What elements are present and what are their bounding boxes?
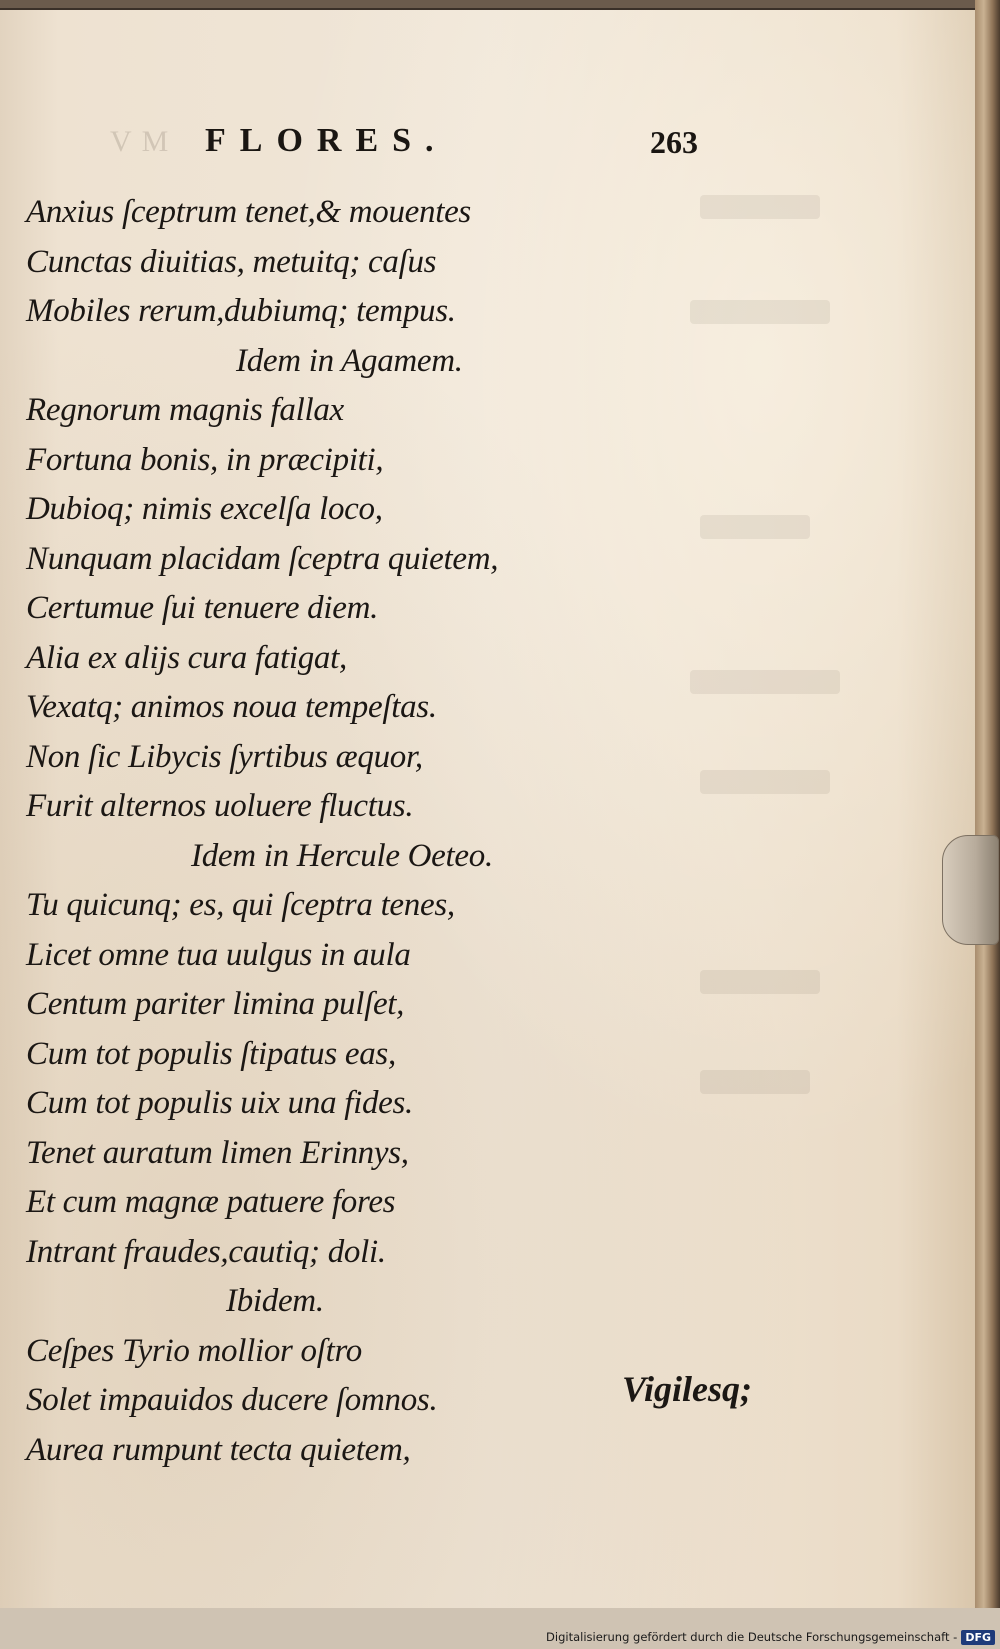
verse-line: Mobiles rerum,dubiumq; tempus. — [26, 293, 456, 329]
verse-line: Licet omne tua uulgus in aula — [26, 936, 411, 973]
verse-line: Tu quicunq; es, qui ſceptra tenes, — [26, 887, 455, 923]
page-clasp — [942, 835, 999, 945]
verse-line: Nunquam placidam ſceptra quietem, — [26, 540, 499, 577]
verse-line: Ceſpes Tyrio mollior oſtro — [26, 1332, 362, 1369]
section-heading: Ibidem. — [226, 1283, 324, 1319]
running-head: FLORES. — [205, 122, 448, 159]
verse-line: Regnorum magnis fallax — [26, 392, 344, 428]
show-through-heading: VM — [110, 125, 179, 158]
verse-text — [26, 188, 926, 1475]
credit-text: Digitalisierung gefördert durch die Deutsche Forschungsgemeinschaft - — [546, 1630, 958, 1644]
verse-line: Cum tot populis uix una fides. — [26, 1085, 414, 1121]
catchword: Vigilesq; — [622, 1369, 753, 1409]
verse-line: Dubioq; nimis excelſa loco, — [26, 491, 383, 527]
verse-line: Anxius ſceptrum tenet,& mouentes — [26, 194, 471, 230]
page-number: 263 — [650, 124, 698, 160]
book-page — [0, 8, 975, 1610]
verse-line: Certumue ſui tenuere diem. — [26, 590, 379, 626]
verse-line: Vexatq; animos noua tempeſtas. — [26, 689, 437, 725]
verse-line: Tenet auratum limen Erinnys, — [26, 1134, 409, 1171]
section-heading: Idem in Agamem. — [236, 342, 463, 379]
verse-line: Solet impauidos ducere ſomnos. — [26, 1382, 438, 1418]
verse-line: Intrant fraudes,cautiq; doli. — [26, 1233, 386, 1270]
page-header — [0, 122, 975, 172]
verse-line: Furit alternos uoluere fluctus. — [26, 788, 414, 824]
verse-line: Alia ex alijs cura fatigat, — [26, 639, 347, 676]
dfg-logo: DFG — [961, 1630, 995, 1645]
verse-line: Cunctas diuitias, metuitq; caſus — [26, 243, 437, 280]
verse-line: Centum pariter limina pulſet, — [26, 986, 405, 1022]
verse-line: Non ſic Libycis ſyrtibus æquor, — [26, 738, 423, 775]
verse-line: Fortuna bonis, in præcipiti, — [26, 441, 384, 478]
section-heading: Idem in Hercule Oeteo. — [191, 837, 493, 874]
book-fore-edge — [975, 0, 1000, 1649]
verse-line: Et cum magnæ patuere fores — [26, 1184, 396, 1220]
verse-line: Aurea rumpunt tecta quietem, — [26, 1431, 411, 1468]
digitization-credit — [546, 1628, 995, 1646]
verse-line: Cum tot populis ſtipatus eas, — [26, 1035, 396, 1072]
